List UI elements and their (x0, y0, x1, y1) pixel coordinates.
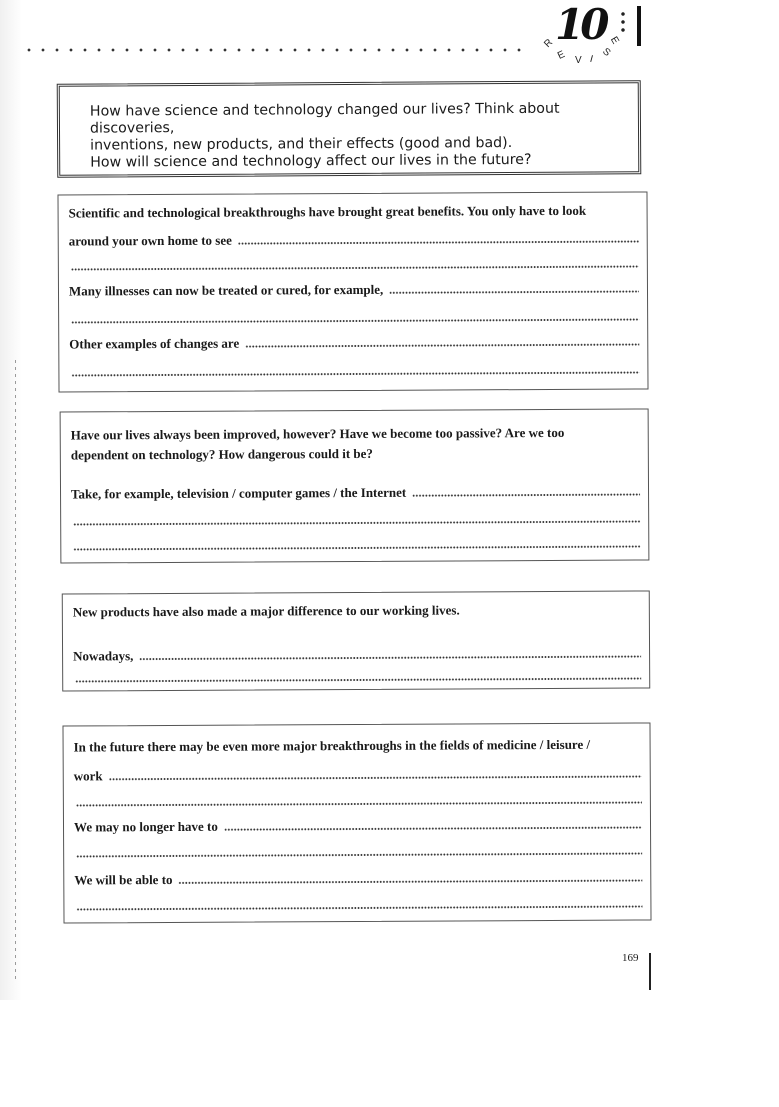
revise-letter: E (607, 34, 621, 47)
box-text-line: dependent on technology? How dangerous could it be? (70, 445, 373, 463)
logo-dots (620, 10, 626, 34)
scan-edge-marks (15, 360, 16, 980)
writing-line[interactable]: Take, for example, television / computer games / the Internet (71, 484, 640, 503)
blank-writing-line[interactable] (73, 545, 640, 552)
box-text-line: Have our lives always been improved, however? Have we become too passive? Are we too (70, 424, 565, 443)
scan-edge-shadow (0, 0, 22, 1000)
revise-letter: V (575, 55, 582, 66)
writing-box-drawbacks (60, 408, 650, 563)
blank-writing-line[interactable] (76, 852, 642, 859)
blank-writing-line[interactable] (71, 265, 639, 272)
revise-letter: R (542, 37, 556, 50)
revise-letter: E (555, 49, 567, 62)
writing-line[interactable]: work (74, 766, 642, 785)
header-dotted-rule (22, 45, 522, 55)
writing-line[interactable]: Many illnesses can now be treated or cured, for example, (69, 281, 639, 300)
writing-line[interactable]: We will be able to (74, 870, 642, 889)
writing-line[interactable]: around your own home to see (69, 231, 639, 250)
page-number-bar (649, 953, 651, 990)
prompt-line: How have science and technology changed our lives? Think about discoveries, (89, 100, 560, 137)
prompt-line: inventions, new products, and their effects (good and bad). (90, 135, 513, 154)
blank-writing-line[interactable] (71, 318, 639, 325)
box-text-line: New products have also made a major difference to our working lives. (72, 602, 460, 620)
prompt-line: How will science and technology affect our lives in the future? (90, 151, 532, 171)
blank-writing-line[interactable] (71, 371, 639, 378)
logo-bar (637, 6, 641, 46)
writing-line[interactable]: Nowadays, (73, 646, 641, 665)
blank-writing-line[interactable] (73, 520, 640, 527)
writing-line[interactable]: Other examples of changes are (69, 334, 639, 353)
blank-writing-line[interactable] (76, 801, 642, 808)
essay-prompt-box (57, 80, 642, 178)
unit-logo: 10 (555, 0, 606, 49)
writing-line[interactable]: We may no longer have to (74, 817, 642, 836)
blank-writing-line[interactable] (75, 677, 641, 684)
writing-box-future (62, 722, 651, 923)
box-text-line: In the future there may be even more major breakthroughs in the fields of medicine / leisure / (73, 736, 591, 755)
box-text-line: Scientific and technological breakthroughs have brought great benefits. You only have to look (68, 202, 587, 221)
page-number: 169 (622, 952, 639, 964)
writing-box-work (62, 590, 651, 691)
revise-letter: I (588, 53, 595, 66)
essay-prompt (90, 100, 630, 171)
revise-letter: S (600, 46, 613, 59)
blank-writing-line[interactable] (76, 905, 642, 912)
writing-box-benefits (57, 191, 648, 392)
